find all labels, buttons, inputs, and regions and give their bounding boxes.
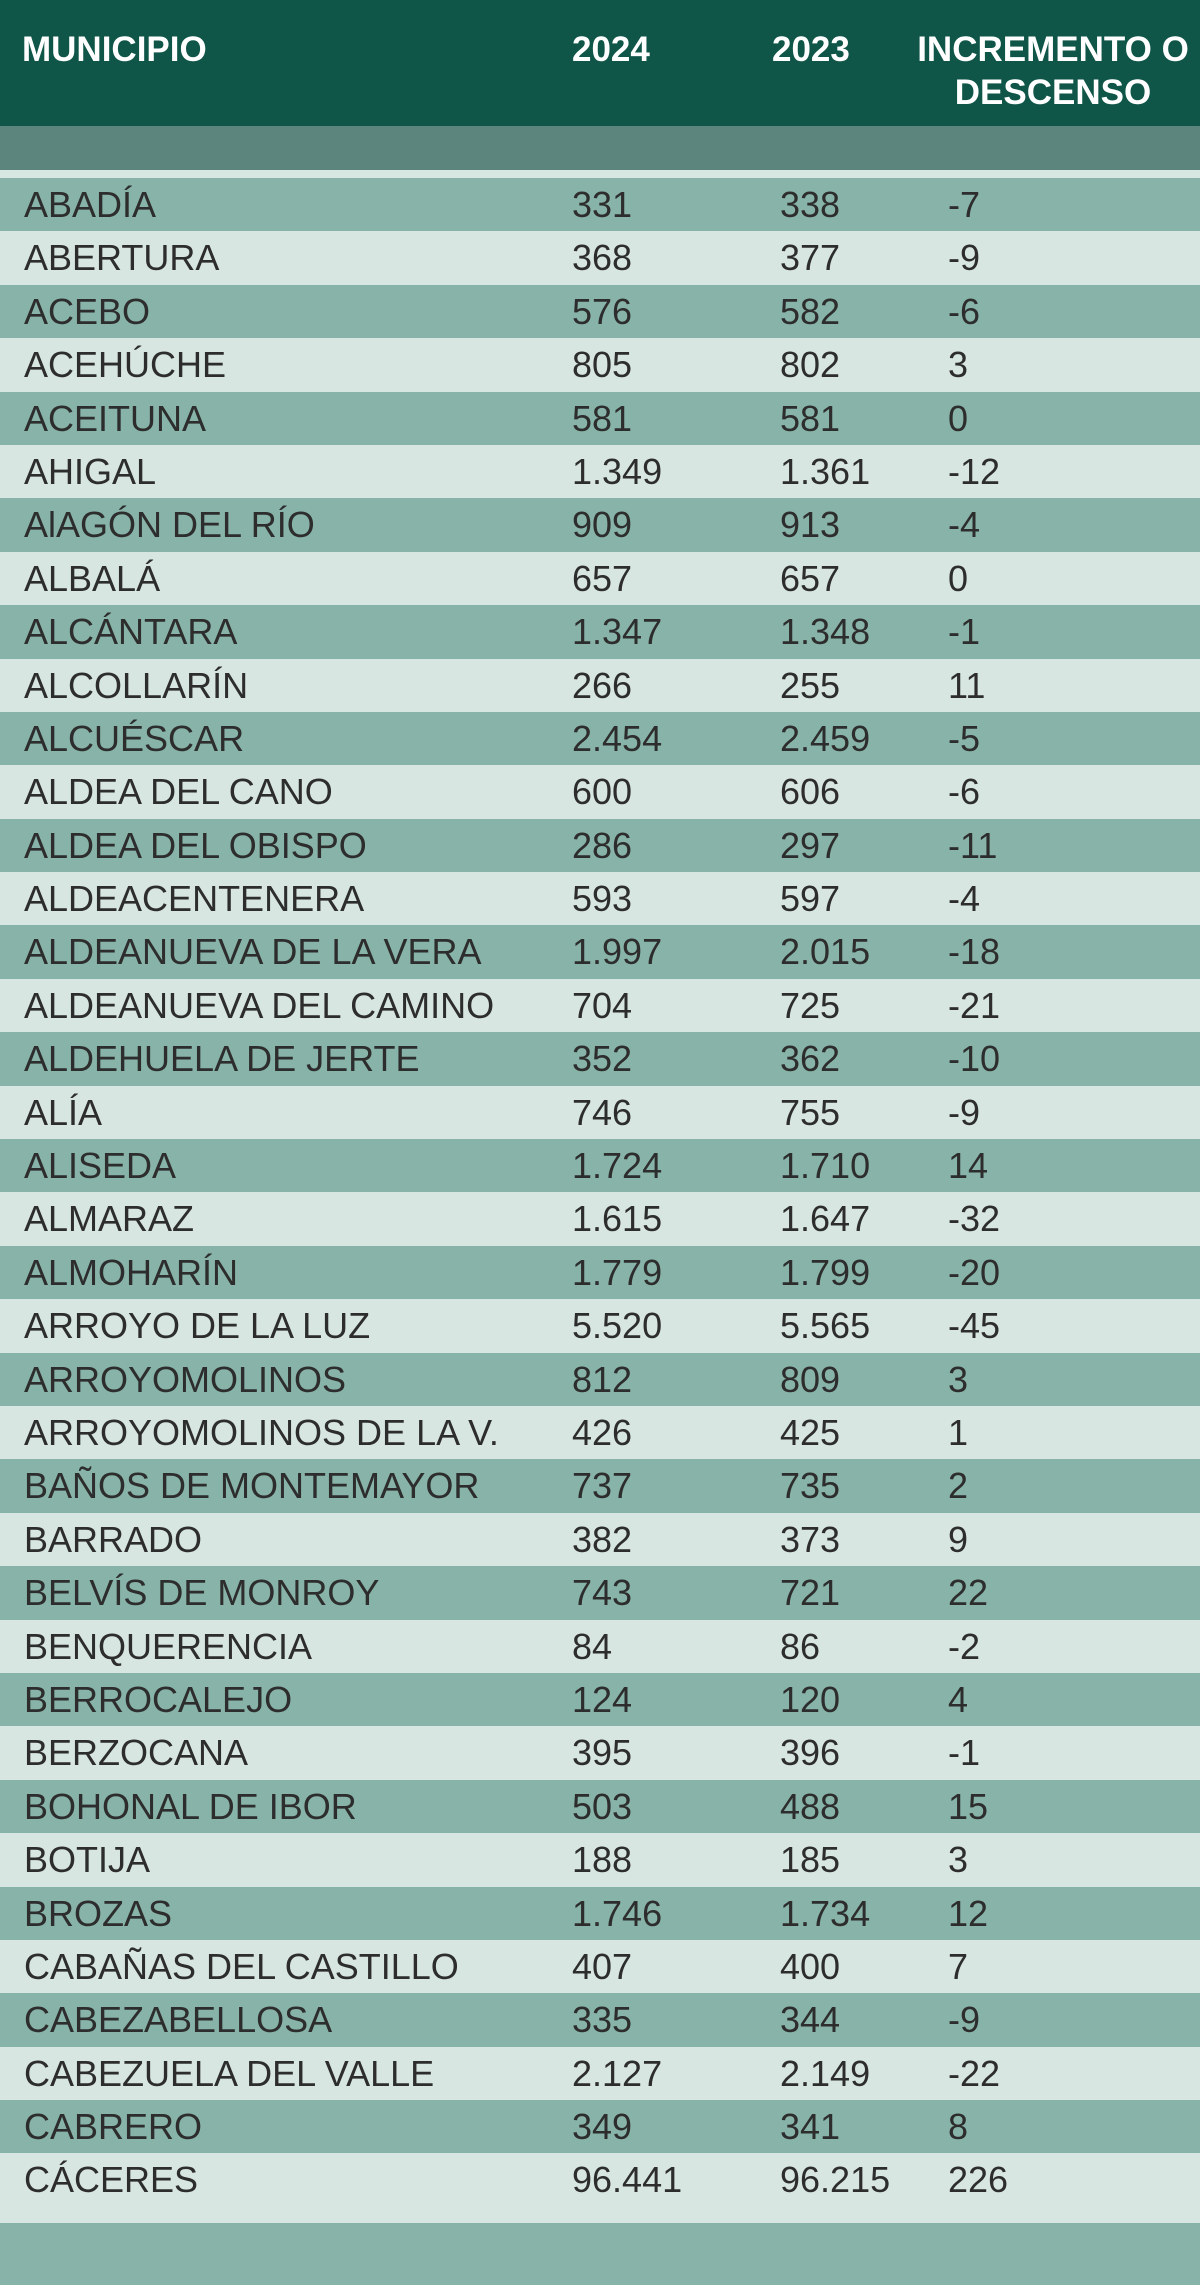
header-band — [0, 126, 1200, 170]
value-2024-cell: 1.997 — [572, 931, 663, 973]
value-2024-cell: 1.724 — [572, 1145, 663, 1187]
value-2024-cell: 426 — [572, 1411, 633, 1453]
value-2023-cell: 1.734 — [780, 1892, 871, 1934]
table-row — [0, 1673, 1200, 1726]
value-2024-cell: 746 — [572, 1091, 633, 1133]
table-row — [0, 445, 1200, 498]
municipio-cell: BROZAS — [24, 1892, 173, 1934]
value-2024-cell: 368 — [572, 237, 633, 279]
diff-cell: -1 — [948, 1732, 981, 1774]
value-2024-cell: 407 — [572, 1945, 633, 1987]
diff-cell: -1 — [948, 611, 981, 653]
table-row — [0, 2153, 1200, 2206]
municipio-cell: ACEBO — [24, 290, 151, 332]
municipio-cell: ALDEACENTENERA — [24, 878, 365, 920]
diff-cell: 14 — [948, 1145, 989, 1187]
municipio-cell: ALDEA DEL OBISPO — [24, 824, 367, 866]
table-row — [0, 1993, 1200, 2046]
municipio-cell: ALDEANUEVA DE LA VERA — [24, 931, 482, 973]
municipio-cell: ARROYOMOLINOS DE LA V. — [24, 1411, 499, 1453]
diff-cell: 11 — [948, 664, 986, 706]
municipio-cell: CABEZABELLOSA — [24, 1999, 333, 2041]
value-2023-cell: 1.799 — [780, 1251, 871, 1293]
table-header — [0, 0, 1200, 126]
diff-cell: -45 — [948, 1305, 1001, 1347]
diff-cell: 4 — [948, 1678, 969, 1720]
diff-cell: 9 — [948, 1518, 969, 1560]
municipio-cell: BOHONAL DE IBOR — [24, 1785, 357, 1827]
municipio-cell: ALÍA — [24, 1091, 103, 1133]
value-2023-cell: 809 — [780, 1358, 841, 1400]
value-2023-cell: 5.565 — [780, 1305, 871, 1347]
table-row — [0, 1086, 1200, 1139]
value-2024-cell: 335 — [572, 1999, 633, 2041]
value-2024-cell: 349 — [572, 2106, 633, 2148]
value-2023-cell: 2.459 — [780, 717, 871, 759]
value-2023-cell: 344 — [780, 1999, 841, 2041]
municipio-cell: ALDEANUEVA DEL CAMINO — [24, 984, 495, 1026]
diff-cell: -21 — [948, 984, 1001, 1026]
diff-cell: -5 — [948, 717, 981, 759]
table-row — [0, 712, 1200, 765]
municipio-cell: ACEITUNA — [24, 397, 207, 439]
table-row — [0, 1887, 1200, 1940]
table-row — [0, 231, 1200, 284]
diff-cell: -11 — [948, 824, 998, 866]
municipio-cell: ALDEA DEL CANO — [24, 771, 333, 813]
value-2023-cell: 1.710 — [780, 1145, 871, 1187]
municipio-cell: ALCOLLARÍN — [24, 664, 249, 706]
table-row — [0, 1726, 1200, 1779]
value-2024-cell: 704 — [572, 984, 633, 1026]
diff-cell: 2 — [948, 1465, 969, 1507]
value-2023-cell: 396 — [780, 1732, 841, 1774]
diff-cell: -7 — [948, 184, 981, 225]
table-row — [0, 178, 1200, 231]
table-row — [0, 1780, 1200, 1833]
value-2023-cell: 425 — [780, 1411, 841, 1453]
diff-cell: -32 — [948, 1198, 1001, 1240]
value-2024-cell: 395 — [572, 1732, 633, 1774]
table-body — [0, 178, 1200, 2207]
value-2024-cell: 266 — [572, 664, 633, 706]
value-2023-cell: 255 — [780, 664, 841, 706]
value-2024-cell: 5.520 — [572, 1305, 663, 1347]
value-2024-cell: 657 — [572, 557, 633, 599]
value-2023-cell: 721 — [780, 1572, 841, 1614]
value-2023-cell: 913 — [780, 504, 841, 546]
diff-cell: -22 — [948, 2052, 1001, 2094]
value-2023-cell: 1.647 — [780, 1198, 871, 1240]
value-2024-cell: 503 — [572, 1785, 633, 1827]
diff-cell: -4 — [948, 878, 981, 920]
table-row — [0, 1459, 1200, 1512]
value-2023-cell: 96.215 — [780, 2159, 891, 2201]
value-2023-cell: 86 — [780, 1625, 821, 1667]
diff-cell: 8 — [948, 2106, 969, 2148]
value-2023-cell: 400 — [780, 1945, 841, 1987]
municipio-cell: ALBALÁ — [24, 557, 161, 599]
municipio-cell: CABEZUELA DEL VALLE — [24, 2052, 435, 2094]
municipio-cell: BERROCALEJO — [24, 1678, 293, 1720]
municipio-cell: ALCUÉSCAR — [24, 717, 245, 759]
value-2024-cell: 1.779 — [572, 1251, 663, 1293]
table-row — [0, 1299, 1200, 1352]
table-row — [0, 819, 1200, 872]
table-row — [0, 659, 1200, 712]
table-row — [0, 1833, 1200, 1886]
municipio-cell: ARROYO DE LA LUZ — [24, 1305, 371, 1347]
table-row — [0, 285, 1200, 338]
municipio-cell: ARROYOMOLINOS — [24, 1358, 347, 1400]
value-2023-cell: 373 — [780, 1518, 841, 1560]
table-row — [0, 979, 1200, 1032]
value-2023-cell: 362 — [780, 1038, 841, 1080]
diff-cell: 0 — [948, 557, 969, 599]
value-2023-cell: 582 — [780, 290, 841, 332]
diff-cell: -9 — [948, 237, 981, 279]
municipio-cell: ALISEDA — [24, 1145, 177, 1187]
value-2023-cell: 338 — [780, 184, 841, 225]
table-row — [0, 1513, 1200, 1566]
table-row — [0, 498, 1200, 551]
value-2023-cell: 606 — [780, 771, 841, 813]
municipio-cell: BARRADO — [24, 1518, 203, 1560]
table-footer-band — [0, 2223, 1200, 2285]
value-2023-cell: 755 — [780, 1091, 841, 1133]
diff-cell: 15 — [948, 1785, 989, 1827]
municipio-cell: ALMARAZ — [24, 1198, 195, 1240]
diff-cell: -6 — [948, 771, 981, 813]
value-2024-cell: 1.349 — [572, 450, 663, 492]
value-2024-cell: 188 — [572, 1839, 633, 1881]
municipio-cell: AlAGÓN DEL RÍO — [24, 504, 315, 546]
municipio-cell: BERZOCANA — [24, 1732, 249, 1774]
value-2023-cell: 581 — [780, 397, 841, 439]
municipio-cell: BELVÍS DE MONROY — [24, 1572, 380, 1614]
municipio-cell: CABAÑAS DEL CASTILLO — [24, 1945, 459, 1987]
municipio-cell: CÁCERES — [24, 2159, 199, 2201]
value-2023-cell: 597 — [780, 878, 841, 920]
diff-cell: -6 — [948, 290, 981, 332]
municipio-cell: BENQUERENCIA — [24, 1625, 313, 1667]
value-2024-cell: 124 — [572, 1678, 633, 1720]
table-row — [0, 1032, 1200, 1085]
header-incremento-line1: INCREMENTO O — [917, 30, 1189, 69]
value-2024-cell: 96.441 — [572, 2159, 683, 2201]
table-row — [0, 392, 1200, 445]
value-2024-cell: 805 — [572, 344, 633, 386]
table-row — [0, 1620, 1200, 1673]
value-2023-cell: 185 — [780, 1839, 841, 1881]
header-municipio: MUNICIPIO — [22, 30, 207, 69]
value-2024-cell: 2.127 — [572, 2052, 663, 2094]
table-row — [0, 765, 1200, 818]
value-2024-cell: 84 — [572, 1625, 613, 1667]
value-2023-cell: 2.015 — [780, 931, 871, 973]
header-2024: 2024 — [572, 30, 650, 69]
value-2023-cell: 488 — [780, 1785, 841, 1827]
diff-cell: -18 — [948, 931, 1001, 973]
header-incremento — [908, 28, 1198, 114]
table-row — [0, 1246, 1200, 1299]
table-row — [0, 1192, 1200, 1245]
diff-cell: -12 — [948, 450, 1001, 492]
value-2023-cell: 1.361 — [780, 450, 871, 492]
diff-cell: 3 — [948, 1839, 969, 1881]
diff-cell: 1 — [948, 1411, 969, 1453]
value-2023-cell: 2.149 — [780, 2052, 871, 2094]
value-2024-cell: 382 — [572, 1518, 633, 1560]
value-2023-cell: 735 — [780, 1465, 841, 1507]
diff-cell: 0 — [948, 397, 969, 439]
municipio-cell: BOTIJA — [24, 1839, 151, 1881]
table-row — [0, 605, 1200, 658]
diff-cell: -4 — [948, 504, 981, 546]
municipio-cell: CABRERO — [24, 2106, 203, 2148]
diff-cell: 3 — [948, 1358, 969, 1400]
diff-cell: -20 — [948, 1251, 1001, 1293]
value-2023-cell: 657 — [780, 557, 841, 599]
diff-cell: -9 — [948, 1999, 981, 2041]
value-2023-cell: 802 — [780, 344, 841, 386]
value-2023-cell: 297 — [780, 824, 841, 866]
diff-cell: 7 — [948, 1945, 969, 1987]
value-2024-cell: 600 — [572, 771, 633, 813]
table-row — [0, 1406, 1200, 1459]
value-2024-cell: 331 — [572, 184, 633, 225]
header-2023: 2023 — [772, 30, 850, 69]
municipio-cell: ALMOHARÍN — [24, 1251, 239, 1293]
value-2024-cell: 352 — [572, 1038, 633, 1080]
value-2024-cell: 593 — [572, 878, 633, 920]
value-2023-cell: 341 — [780, 2106, 841, 2148]
value-2023-cell: 377 — [780, 237, 841, 279]
value-2024-cell: 2.454 — [572, 717, 663, 759]
value-2023-cell: 1.348 — [780, 611, 871, 653]
table-row — [0, 925, 1200, 978]
value-2023-cell: 725 — [780, 984, 841, 1026]
municipio-cell: ABERTURA — [24, 237, 220, 279]
diff-cell: 226 — [948, 2159, 1009, 2201]
municipio-cell: ACEHÚCHE — [24, 344, 227, 386]
municipio-cell: AHIGAL — [24, 450, 157, 492]
table-row — [0, 1940, 1200, 1993]
diff-cell: 12 — [948, 1892, 989, 1934]
header-incremento-line2: DESCENSO — [954, 73, 1152, 112]
municipio-cell: BAÑOS DE MONTEMAYOR — [24, 1465, 480, 1507]
value-2024-cell: 286 — [572, 824, 633, 866]
table-row — [0, 338, 1200, 391]
value-2024-cell: 1.347 — [572, 611, 663, 653]
diff-cell: 3 — [948, 344, 969, 386]
diff-cell: -10 — [948, 1038, 1001, 1080]
value-2024-cell: 909 — [572, 504, 633, 546]
diff-cell: -2 — [948, 1625, 981, 1667]
table-row — [0, 872, 1200, 925]
table-row — [0, 1353, 1200, 1406]
value-2023-cell: 120 — [780, 1678, 841, 1720]
value-2024-cell: 737 — [572, 1465, 633, 1507]
municipio-cell: ABADÍA — [24, 184, 157, 225]
table-row — [0, 552, 1200, 605]
value-2024-cell: 576 — [572, 290, 633, 332]
table-row — [0, 2047, 1200, 2100]
municipio-cell: ALCÁNTARA — [24, 611, 238, 653]
table-row — [0, 2100, 1200, 2153]
value-2024-cell: 812 — [572, 1358, 633, 1400]
table-row — [0, 1139, 1200, 1192]
table-row — [0, 1566, 1200, 1619]
value-2024-cell: 581 — [572, 397, 633, 439]
diff-cell: -9 — [948, 1091, 981, 1133]
value-2024-cell: 1.746 — [572, 1892, 663, 1934]
diff-cell: 22 — [948, 1572, 989, 1614]
value-2024-cell: 743 — [572, 1572, 633, 1614]
municipio-cell: ALDEHUELA DE JERTE — [24, 1038, 420, 1080]
value-2024-cell: 1.615 — [572, 1198, 663, 1240]
